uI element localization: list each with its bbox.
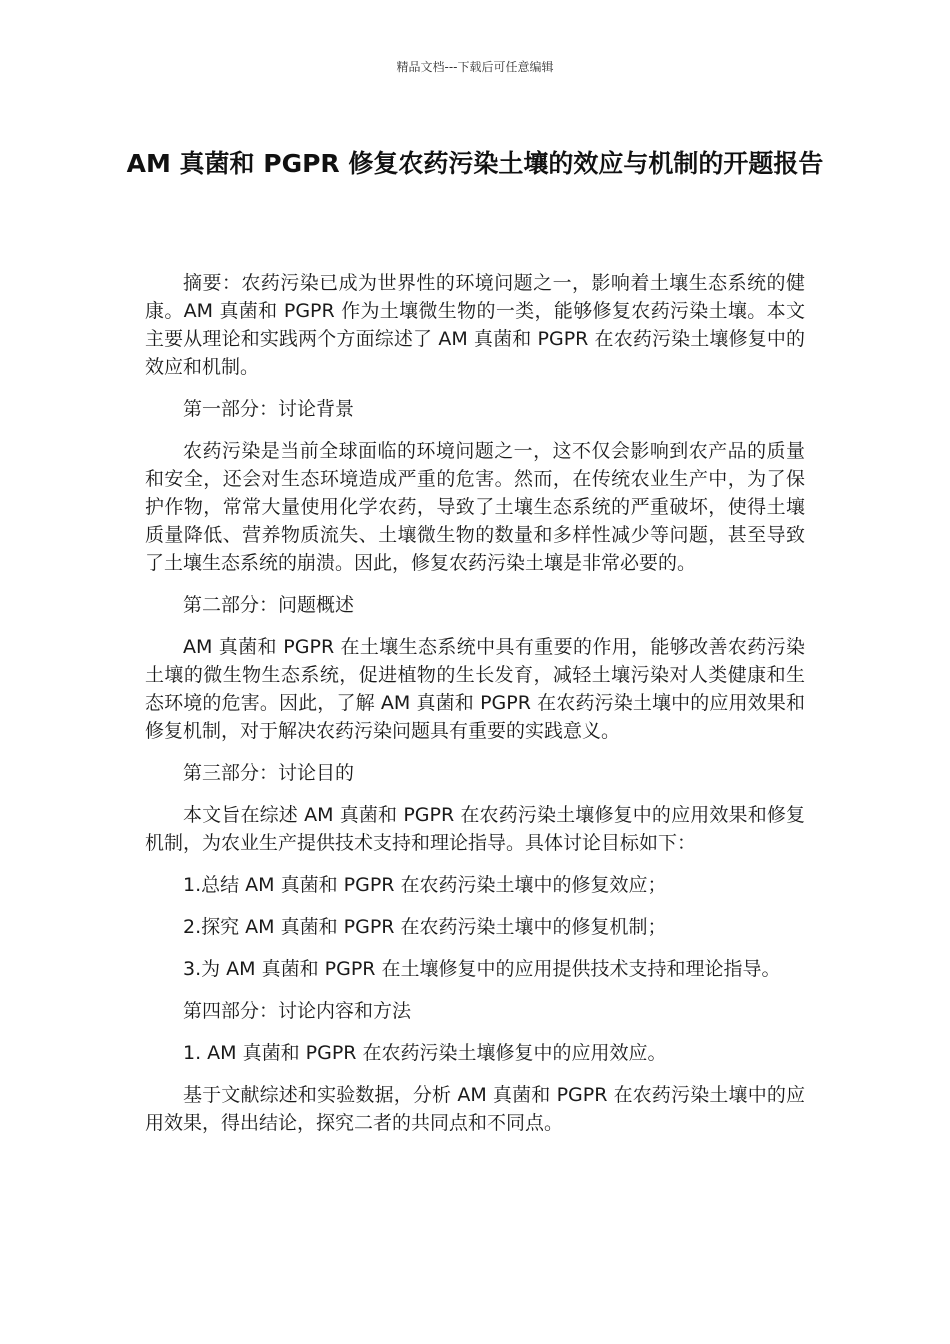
section-heading-content-method: 第四部分：讨论内容和方法 <box>183 1000 412 1022</box>
content-item-1: 1. AM 真菌和 PGPR 在农药污染土壤修复中的应用效应。 <box>183 1042 667 1064</box>
section-heading-overview: 第二部分：问题概述 <box>183 594 355 616</box>
section-heading-background: 第一部分：讨论背景 <box>183 398 355 420</box>
goal-item-1: 1.总结 AM 真菌和 PGPR 在农药污染土壤中的修复效应； <box>183 874 667 896</box>
background-paragraph: 农药污染是当前全球面临的环境问题之一，这不仅会影响到农产品的质量和安全，还会对生态环境造成严重的危害。然而，在传统农业生产中，为了保护作物，常常大量使用化学农药，导致了土壤生态系统的严重破坏，使得土壤质量降低、营养物质流失、土壤微生物的数量和多样性减少等问题，甚至导致了土壤生态系统的崩溃。因此，修复农药污染土壤是非常必要的。 <box>145 440 805 574</box>
section-heading-purpose: 第三部分：讨论目的 <box>183 762 355 784</box>
overview-paragraph: AM 真菌和 PGPR 在土壤生态系统中具有重要的作用，能够改善农药污染土壤的微生物生态系统，促进植物的生长发育，减轻土壤污染对人类健康和生态环境的危害。因此，了解 AM 真菌和 PGPR 在农药污染土壤中的应用效果和修复机制，对于解决农药污染问题具有重要的实践意义。 <box>145 636 805 742</box>
document-title: AM 真菌和 PGPR 修复农药污染土壤的效应与机制的开题报告 <box>126 149 824 178</box>
purpose-paragraph: 本文旨在综述 AM 真菌和 PGPR 在农药污染土壤修复中的应用效果和修复机制，为农业生产提供技术支持和理论指导。具体讨论目标如下： <box>145 804 805 854</box>
goal-item-3: 3.为 AM 真菌和 PGPR 在土壤修复中的应用提供技术支持和理论指导。 <box>183 958 781 980</box>
content-paragraph: 基于文献综述和实验数据，分析 AM 真菌和 PGPR 在农药污染土壤中的应用效果，得出结论，探究二者的共同点和不同点。 <box>145 1084 805 1134</box>
header-note: 精品文档---下载后可任意编辑 <box>396 60 554 74</box>
goal-item-2: 2.探究 AM 真菌和 PGPR 在农药污染土壤中的修复机制； <box>183 916 667 938</box>
document-body <box>145 269 805 1151</box>
abstract-paragraph: 摘要：农药污染已成为世界性的环境问题之一，影响着土壤生态系统的健康。AM 真菌和 PGPR 作为土壤微生物的一类，能够修复农药污染土壤。本文主要从理论和实践两个方面综述了 AM 真菌和 PGPR 在农药污染土壤修复中的效应和机制。 <box>145 272 805 378</box>
